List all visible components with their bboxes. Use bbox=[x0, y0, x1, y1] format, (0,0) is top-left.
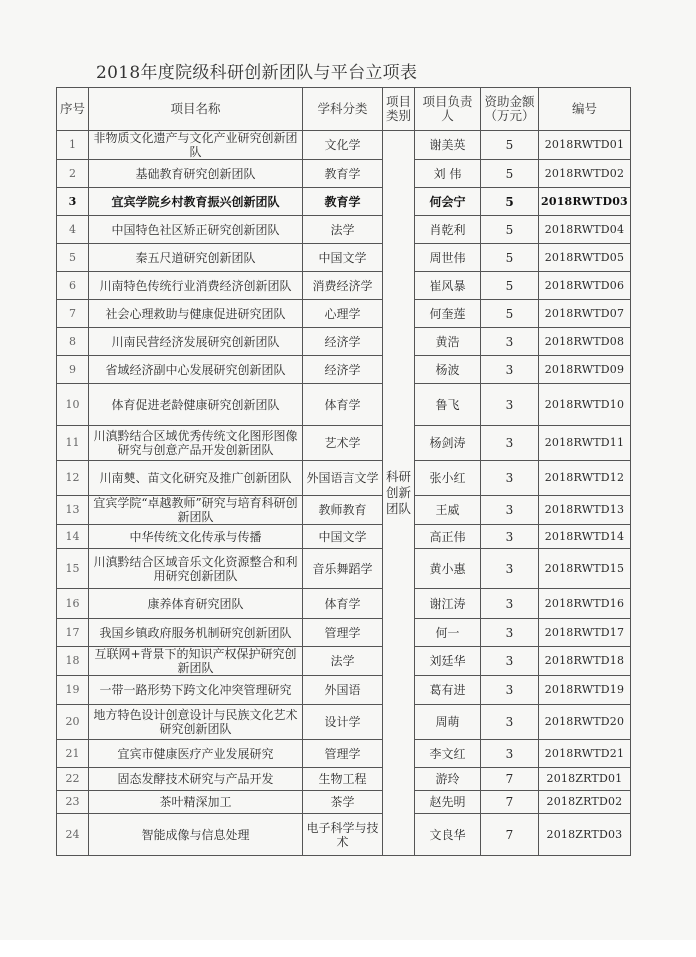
row-leader: 黄浩 bbox=[415, 328, 481, 356]
row-seq: 14 bbox=[57, 525, 89, 549]
row-leader: 周世伟 bbox=[415, 244, 481, 272]
row-name: 宜宾市健康医疗产业发展研究 bbox=[89, 740, 303, 768]
table-row bbox=[57, 188, 631, 216]
row-subject: 体育学 bbox=[303, 384, 383, 426]
row-code: 2018ZRTD02 bbox=[539, 791, 631, 814]
table-row bbox=[57, 384, 631, 426]
page-title: 2018年度院级科研创新团队与平台立项表 bbox=[96, 63, 418, 83]
table-row bbox=[57, 549, 631, 589]
row-amount: 5 bbox=[481, 300, 539, 328]
row-subject: 管理学 bbox=[303, 619, 383, 647]
row-seq: 10 bbox=[57, 384, 89, 426]
row-name: 我国乡镇政府服务机制研究创新团队 bbox=[89, 619, 303, 647]
row-subject: 心理学 bbox=[303, 300, 383, 328]
row-name: 互联网+背景下的知识产权保护研究创新团队 bbox=[89, 647, 303, 676]
header-name: 项目名称 bbox=[89, 88, 303, 131]
row-name: 非物质文化遗产与文化产业研究创新团队 bbox=[89, 131, 303, 160]
row-amount: 5 bbox=[481, 244, 539, 272]
table-row bbox=[57, 216, 631, 244]
row-leader: 周萌 bbox=[415, 705, 481, 740]
row-amount: 7 bbox=[481, 814, 539, 856]
row-subject: 中国文学 bbox=[303, 244, 383, 272]
row-seq: 23 bbox=[57, 791, 89, 814]
row-code: 2018RWTD01 bbox=[539, 131, 631, 160]
row-seq: 11 bbox=[57, 426, 89, 461]
row-leader: 赵先明 bbox=[415, 791, 481, 814]
row-name: 茶叶精深加工 bbox=[89, 791, 303, 814]
header-leader: 项目负责人 bbox=[415, 88, 481, 131]
row-leader: 崔风暴 bbox=[415, 272, 481, 300]
row-code: 2018RWTD12 bbox=[539, 461, 631, 496]
row-seq: 24 bbox=[57, 814, 89, 856]
table-row bbox=[57, 525, 631, 549]
row-name: 川滇黔结合区域优秀传统文化图形图像研究与创意产品开发创新团队 bbox=[89, 426, 303, 461]
row-leader: 鲁飞 bbox=[415, 384, 481, 426]
table-row bbox=[57, 244, 631, 272]
page-bottom-margin bbox=[0, 940, 696, 957]
row-code: 2018RWTD16 bbox=[539, 589, 631, 619]
row-name: 一带一路形势下跨文化冲突管理研究 bbox=[89, 676, 303, 705]
row-name: 基础教育研究创新团队 bbox=[89, 160, 303, 188]
row-code: 2018RWTD02 bbox=[539, 160, 631, 188]
table-row bbox=[57, 272, 631, 300]
row-seq: 9 bbox=[57, 356, 89, 384]
row-code: 2018RWTD03 bbox=[539, 188, 631, 216]
row-leader: 文良华 bbox=[415, 814, 481, 856]
table-row bbox=[57, 619, 631, 647]
row-code: 2018RWTD07 bbox=[539, 300, 631, 328]
row-leader: 刘 伟 bbox=[415, 160, 481, 188]
header-seq: 序号 bbox=[57, 88, 89, 131]
row-leader: 何会宁 bbox=[415, 188, 481, 216]
row-amount: 5 bbox=[481, 272, 539, 300]
row-leader: 葛有进 bbox=[415, 676, 481, 705]
row-leader: 谢江涛 bbox=[415, 589, 481, 619]
row-name: 宜宾学院“卓越教师”研究与培育科研创新团队 bbox=[89, 496, 303, 525]
row-seq: 19 bbox=[57, 676, 89, 705]
row-seq: 2 bbox=[57, 160, 89, 188]
row-amount: 7 bbox=[481, 791, 539, 814]
row-leader: 王威 bbox=[415, 496, 481, 525]
row-amount: 5 bbox=[481, 160, 539, 188]
project-category: 科研 创新 团队 bbox=[383, 131, 415, 856]
row-subject: 经济学 bbox=[303, 356, 383, 384]
row-amount: 3 bbox=[481, 461, 539, 496]
row-seq: 16 bbox=[57, 589, 89, 619]
row-name: 中华传统文化传承与传播 bbox=[89, 525, 303, 549]
table-row bbox=[57, 328, 631, 356]
row-subject: 电子科学与技术 bbox=[303, 814, 383, 856]
row-code: 2018ZRTD03 bbox=[539, 814, 631, 856]
table-row bbox=[57, 300, 631, 328]
row-code: 2018RWTD13 bbox=[539, 496, 631, 525]
row-subject: 消费经济学 bbox=[303, 272, 383, 300]
row-subject: 音乐舞蹈学 bbox=[303, 549, 383, 589]
row-subject: 教育学 bbox=[303, 188, 383, 216]
row-seq: 18 bbox=[57, 647, 89, 676]
table-row bbox=[57, 814, 631, 856]
row-amount: 3 bbox=[481, 589, 539, 619]
row-leader: 张小红 bbox=[415, 461, 481, 496]
header-subject: 学科分类 bbox=[303, 88, 383, 131]
row-name: 地方特色设计创意设计与民族文化艺术研究创新团队 bbox=[89, 705, 303, 740]
row-seq: 8 bbox=[57, 328, 89, 356]
row-leader: 杨波 bbox=[415, 356, 481, 384]
row-subject: 教育学 bbox=[303, 160, 383, 188]
row-name: 中国特色社区矫正研究创新团队 bbox=[89, 216, 303, 244]
row-seq: 1 bbox=[57, 131, 89, 160]
row-name: 固态发酵技术研究与产品开发 bbox=[89, 768, 303, 791]
row-code: 2018RWTD10 bbox=[539, 384, 631, 426]
row-code: 2018RWTD18 bbox=[539, 647, 631, 676]
table-row bbox=[57, 131, 631, 160]
row-amount: 3 bbox=[481, 705, 539, 740]
row-subject: 外国语言文学 bbox=[303, 461, 383, 496]
row-amount: 3 bbox=[481, 619, 539, 647]
table-row bbox=[57, 461, 631, 496]
row-leader: 肖乾利 bbox=[415, 216, 481, 244]
row-amount: 3 bbox=[481, 426, 539, 461]
row-name: 体育促进老龄健康研究创新团队 bbox=[89, 384, 303, 426]
row-code: 2018RWTD11 bbox=[539, 426, 631, 461]
row-subject: 经济学 bbox=[303, 328, 383, 356]
row-leader: 何奎莲 bbox=[415, 300, 481, 328]
table-row bbox=[57, 647, 631, 676]
row-amount: 3 bbox=[481, 384, 539, 426]
row-leader: 李文红 bbox=[415, 740, 481, 768]
row-code: 2018RWTD09 bbox=[539, 356, 631, 384]
row-subject: 生物工程 bbox=[303, 768, 383, 791]
table-row bbox=[57, 496, 631, 525]
row-amount: 3 bbox=[481, 328, 539, 356]
row-seq: 13 bbox=[57, 496, 89, 525]
row-code: 2018RWTD21 bbox=[539, 740, 631, 768]
row-code: 2018ZRTD01 bbox=[539, 768, 631, 791]
row-name: 川南僰、苗文化研究及推广创新团队 bbox=[89, 461, 303, 496]
row-amount: 3 bbox=[481, 496, 539, 525]
row-seq: 20 bbox=[57, 705, 89, 740]
row-name: 宜宾学院乡村教育振兴创新团队 bbox=[89, 188, 303, 216]
row-seq: 21 bbox=[57, 740, 89, 768]
table-row bbox=[57, 740, 631, 768]
row-subject: 管理学 bbox=[303, 740, 383, 768]
row-subject: 体育学 bbox=[303, 589, 383, 619]
row-name: 省域经济副中心发展研究创新团队 bbox=[89, 356, 303, 384]
row-subject: 艺术学 bbox=[303, 426, 383, 461]
row-code: 2018RWTD15 bbox=[539, 549, 631, 589]
row-amount: 3 bbox=[481, 676, 539, 705]
row-amount: 3 bbox=[481, 740, 539, 768]
row-leader: 高正伟 bbox=[415, 525, 481, 549]
row-name: 秦五尺道研究创新团队 bbox=[89, 244, 303, 272]
header-category: 项目 类别 bbox=[383, 88, 415, 131]
header-amount: 资助金额（万元） bbox=[481, 88, 539, 131]
row-name: 社会心理救助与健康促进研究团队 bbox=[89, 300, 303, 328]
table-row bbox=[57, 768, 631, 791]
row-amount: 5 bbox=[481, 188, 539, 216]
row-subject: 教师教育 bbox=[303, 496, 383, 525]
row-seq: 12 bbox=[57, 461, 89, 496]
row-name: 川滇黔结合区域音乐文化资源整合和利用研究创新团队 bbox=[89, 549, 303, 589]
row-code: 2018RWTD14 bbox=[539, 525, 631, 549]
row-subject: 文化学 bbox=[303, 131, 383, 160]
row-code: 2018RWTD17 bbox=[539, 619, 631, 647]
row-seq: 5 bbox=[57, 244, 89, 272]
row-subject: 设计学 bbox=[303, 705, 383, 740]
row-amount: 7 bbox=[481, 768, 539, 791]
row-amount: 3 bbox=[481, 356, 539, 384]
row-code: 2018RWTD20 bbox=[539, 705, 631, 740]
table-row bbox=[57, 791, 631, 814]
row-seq: 15 bbox=[57, 549, 89, 589]
row-subject: 外国语 bbox=[303, 676, 383, 705]
row-seq: 4 bbox=[57, 216, 89, 244]
row-code: 2018RWTD19 bbox=[539, 676, 631, 705]
row-subject: 中国文学 bbox=[303, 525, 383, 549]
row-amount: 3 bbox=[481, 647, 539, 676]
table-row bbox=[57, 705, 631, 740]
row-name: 智能成像与信息处理 bbox=[89, 814, 303, 856]
row-seq: 6 bbox=[57, 272, 89, 300]
header-code: 编号 bbox=[539, 88, 631, 131]
table-row bbox=[57, 426, 631, 461]
row-name: 川南民营经济发展研究创新团队 bbox=[89, 328, 303, 356]
row-subject: 法学 bbox=[303, 647, 383, 676]
row-code: 2018RWTD05 bbox=[539, 244, 631, 272]
row-code: 2018RWTD06 bbox=[539, 272, 631, 300]
row-name: 康养体育研究团队 bbox=[89, 589, 303, 619]
row-code: 2018RWTD08 bbox=[539, 328, 631, 356]
row-name: 川南特色传统行业消费经济创新团队 bbox=[89, 272, 303, 300]
row-subject: 茶学 bbox=[303, 791, 383, 814]
row-leader: 黄小惠 bbox=[415, 549, 481, 589]
project-table bbox=[56, 87, 631, 856]
row-leader: 游玲 bbox=[415, 768, 481, 791]
row-leader: 刘廷华 bbox=[415, 647, 481, 676]
row-leader: 何一 bbox=[415, 619, 481, 647]
row-leader: 杨剑涛 bbox=[415, 426, 481, 461]
row-amount: 3 bbox=[481, 549, 539, 589]
row-seq: 3 bbox=[57, 188, 89, 216]
row-seq: 22 bbox=[57, 768, 89, 791]
row-leader: 谢美英 bbox=[415, 131, 481, 160]
table-row bbox=[57, 676, 631, 705]
table-row bbox=[57, 589, 631, 619]
row-subject: 法学 bbox=[303, 216, 383, 244]
header-row bbox=[57, 88, 631, 131]
table-row bbox=[57, 160, 631, 188]
row-seq: 17 bbox=[57, 619, 89, 647]
row-amount: 5 bbox=[481, 216, 539, 244]
table-row bbox=[57, 356, 631, 384]
row-amount: 3 bbox=[481, 525, 539, 549]
row-seq: 7 bbox=[57, 300, 89, 328]
row-code: 2018RWTD04 bbox=[539, 216, 631, 244]
row-amount: 5 bbox=[481, 131, 539, 160]
